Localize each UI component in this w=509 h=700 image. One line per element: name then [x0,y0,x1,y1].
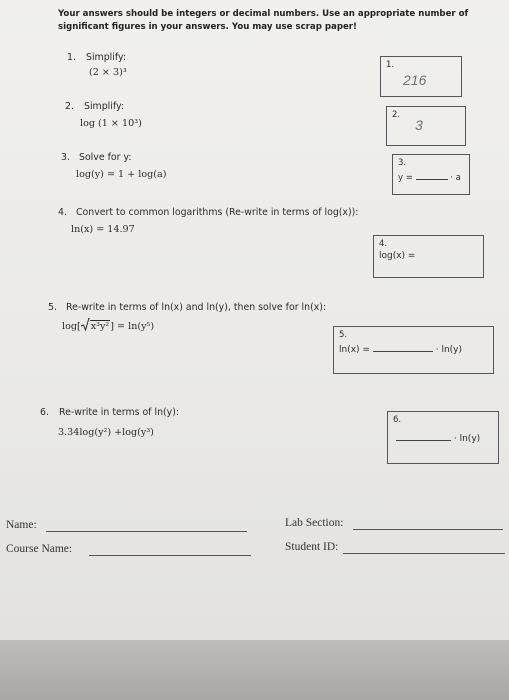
answer-5-prefix: ln(x) = [339,345,370,355]
answer-3-prefix: y = [398,173,413,183]
answer-3-blank[interactable] [416,179,448,180]
problem-4-prompt: Convert to common logarithms (Re-write in terms of log(x)): [76,207,359,218]
answer-box-2-label: 2. [392,110,401,120]
answer-box-5[interactable] [333,326,494,374]
name-field[interactable] [46,531,247,532]
problem-2-prompt: Simplify: [84,101,125,112]
answer-6-suffix: · ln(y) [453,434,481,444]
problem-1-prompt: Simplify: [86,52,127,63]
answer-4-prefix: log(x) = [379,251,416,261]
student-id-label: Student ID: [285,541,339,553]
answer-box-1[interactable] [380,56,462,97]
problem-5-expr-right: ] = ln(y⁵) [110,321,155,332]
answer-box-6[interactable] [387,411,499,464]
problem-2-number: 2. [65,101,74,112]
problem-3-expression: log(y) = 1 + log(a) [76,169,167,180]
answer-box-2[interactable] [386,106,466,146]
square-root-icon [81,318,111,332]
answer-3-suffix: · a [450,173,461,183]
problem-5-number: 5. [48,302,57,313]
answer-box-1-label: 1. [386,60,395,70]
problem-6-number: 6. [40,407,49,418]
problem-5-expr-left: log[ [62,321,81,332]
problem-3-number: 3. [61,152,70,163]
answer-box-4-label: 4. [379,239,388,249]
problem-1-number: 1. [67,52,76,63]
problem-3-prompt: Solve for y: [79,152,132,163]
problem-5-prompt: Re-write in terms of ln(x) and ln(y), then solve for ln(x): [66,302,327,313]
problem-4-expression: ln(x) = 14.97 [71,224,135,235]
name-label: Name: [6,519,37,531]
problem-4-number: 4. [58,207,67,218]
desk-surface [0,640,509,700]
problem-1-expression: (2 × 3)³ [89,67,127,78]
problem-2-expression: log (1 × 10³) [80,118,142,129]
instructions-line-2: significant figures in your answers. You may use scrap paper! [58,22,357,32]
instructions-line-1: Your answers should be integers or decimal numbers. Use an appropriate number of [58,9,469,19]
answer-5-suffix: · ln(y) [435,345,462,355]
problem-6-prompt: Re-write in terms of ln(y): [59,407,180,418]
handwritten-answer-1: 216 [403,72,427,88]
student-id-field[interactable] [343,553,505,554]
problem-6-expression: 3.34log(y²) +log(y³) [58,427,154,438]
answer-6-blank[interactable] [396,440,451,441]
answer-5-blank[interactable] [373,351,433,352]
answer-box-3[interactable] [392,154,470,195]
answer-box-4[interactable] [373,235,484,278]
handwritten-answer-2: 3 [415,117,423,133]
problem-5-expression [62,318,154,332]
problem-5-radicand: x³y² [90,321,110,332]
lab-section-field[interactable] [353,529,503,530]
lab-section-label: Lab Section: [285,517,344,529]
course-name-field[interactable] [89,555,251,556]
course-name-label: Course Name: [6,543,73,555]
answer-box-5-label: 5. [339,330,348,340]
answer-box-3-label: 3. [398,158,407,168]
answer-box-6-label: 6. [393,415,402,425]
